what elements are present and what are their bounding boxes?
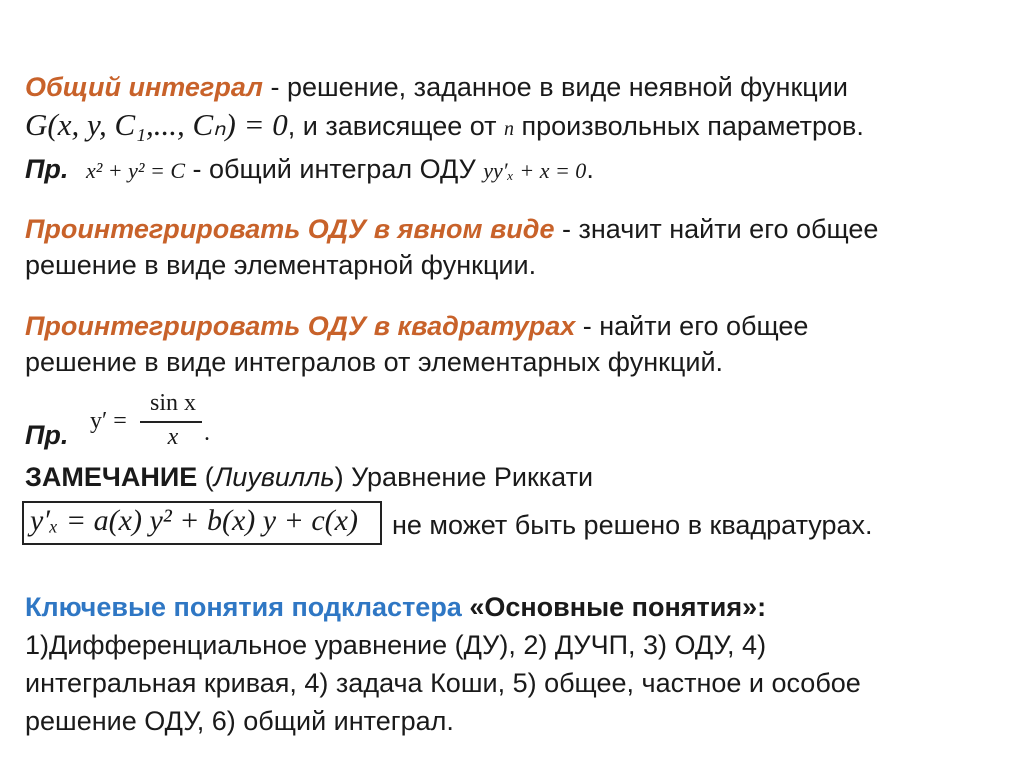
- dependency-text: , и зависящее от: [287, 111, 505, 141]
- remark-close-paren: ): [334, 462, 344, 492]
- definition-text: - решение, заданное в виде неявной функции: [262, 72, 848, 102]
- riccati-equation: [30, 504, 358, 538]
- riccati-tail-text: не может быть решено в квадратурах.: [392, 510, 873, 540]
- key-concepts-title-line: [25, 590, 766, 624]
- key-concepts-line-3: [25, 704, 454, 738]
- example-label: Пр.: [25, 154, 69, 184]
- example-1-text: - общий интеграл ОДУ: [185, 154, 484, 184]
- term-quadrature-integration: Проинтегрировать ОДУ в квадратурах: [25, 311, 576, 341]
- quadrature-definition-text: - найти его общее: [575, 311, 809, 341]
- riccati-formula: y′ₓ = a(x) y² + b(x) y + c(x): [30, 504, 358, 537]
- quadrature-integration-line-2: [25, 345, 723, 379]
- key-concepts-line-1: [25, 628, 766, 662]
- explicit-definition-text: - значит найти его общее: [554, 214, 879, 244]
- remark-line: [25, 460, 593, 494]
- key-concepts-text-1: 1)Дифференциальное уравнение (ДУ), 2) ДУЧП, 3) ОДУ, 4): [25, 630, 767, 660]
- example-2-label: Пр.: [25, 420, 69, 450]
- example-1-formula: x² + y² = C: [85, 158, 186, 183]
- remark-title: ЗАМЕЧАНИЕ: [25, 462, 198, 492]
- explicit-definition-text-2: решение в виде элементарной функции.: [25, 250, 537, 280]
- term-general-integral: Общий интеграл: [25, 72, 263, 102]
- explicit-integration-line: [25, 212, 878, 246]
- remark-text: Уравнение Риккати: [343, 462, 594, 492]
- explicit-integration-line-2: [25, 248, 536, 282]
- remark-open-paren: (: [197, 462, 214, 492]
- fraction-denominator: x: [167, 424, 179, 450]
- fraction-numerator: sin x: [149, 390, 196, 416]
- example-1-line: [25, 152, 594, 188]
- general-integral-line: [25, 70, 848, 104]
- parameters-text: произвольных параметров.: [514, 111, 864, 141]
- remark-author: Лиувилль: [213, 462, 335, 492]
- fraction-bar: [140, 421, 202, 423]
- general-integral-formula-line: [25, 108, 864, 146]
- riccati-remark-tail: [392, 508, 873, 542]
- param-n: n: [504, 118, 515, 140]
- quadrature-integration-line: [25, 309, 808, 343]
- example-2-dot: .: [204, 420, 210, 446]
- implicit-function-formula: G(x, y, C₁,..., Cₙ) = 0: [25, 107, 288, 142]
- cluster-name: «Основные понятия»:: [461, 592, 767, 622]
- key-concepts-title: Ключевые понятия подкластера: [25, 592, 462, 622]
- quadrature-definition-text-2: решение в виде интегралов от элементарных функций.: [25, 347, 724, 377]
- example-2-lhs: y′ =: [90, 408, 127, 434]
- example-2-label-line: [25, 418, 68, 452]
- key-concepts-text-2: интегральная кривая, 4) задача Коши, 5) общее, частное и особое: [25, 668, 861, 698]
- key-concepts-text-3: решение ОДУ, 6) общий интеграл.: [25, 706, 454, 736]
- example-1-dot: .: [586, 154, 594, 184]
- term-explicit-integration: Проинтегрировать ОДУ в явном виде: [25, 214, 555, 244]
- key-concepts-line-2: [25, 666, 861, 700]
- example-1-ode: yy′ₓ + x = 0: [483, 158, 587, 183]
